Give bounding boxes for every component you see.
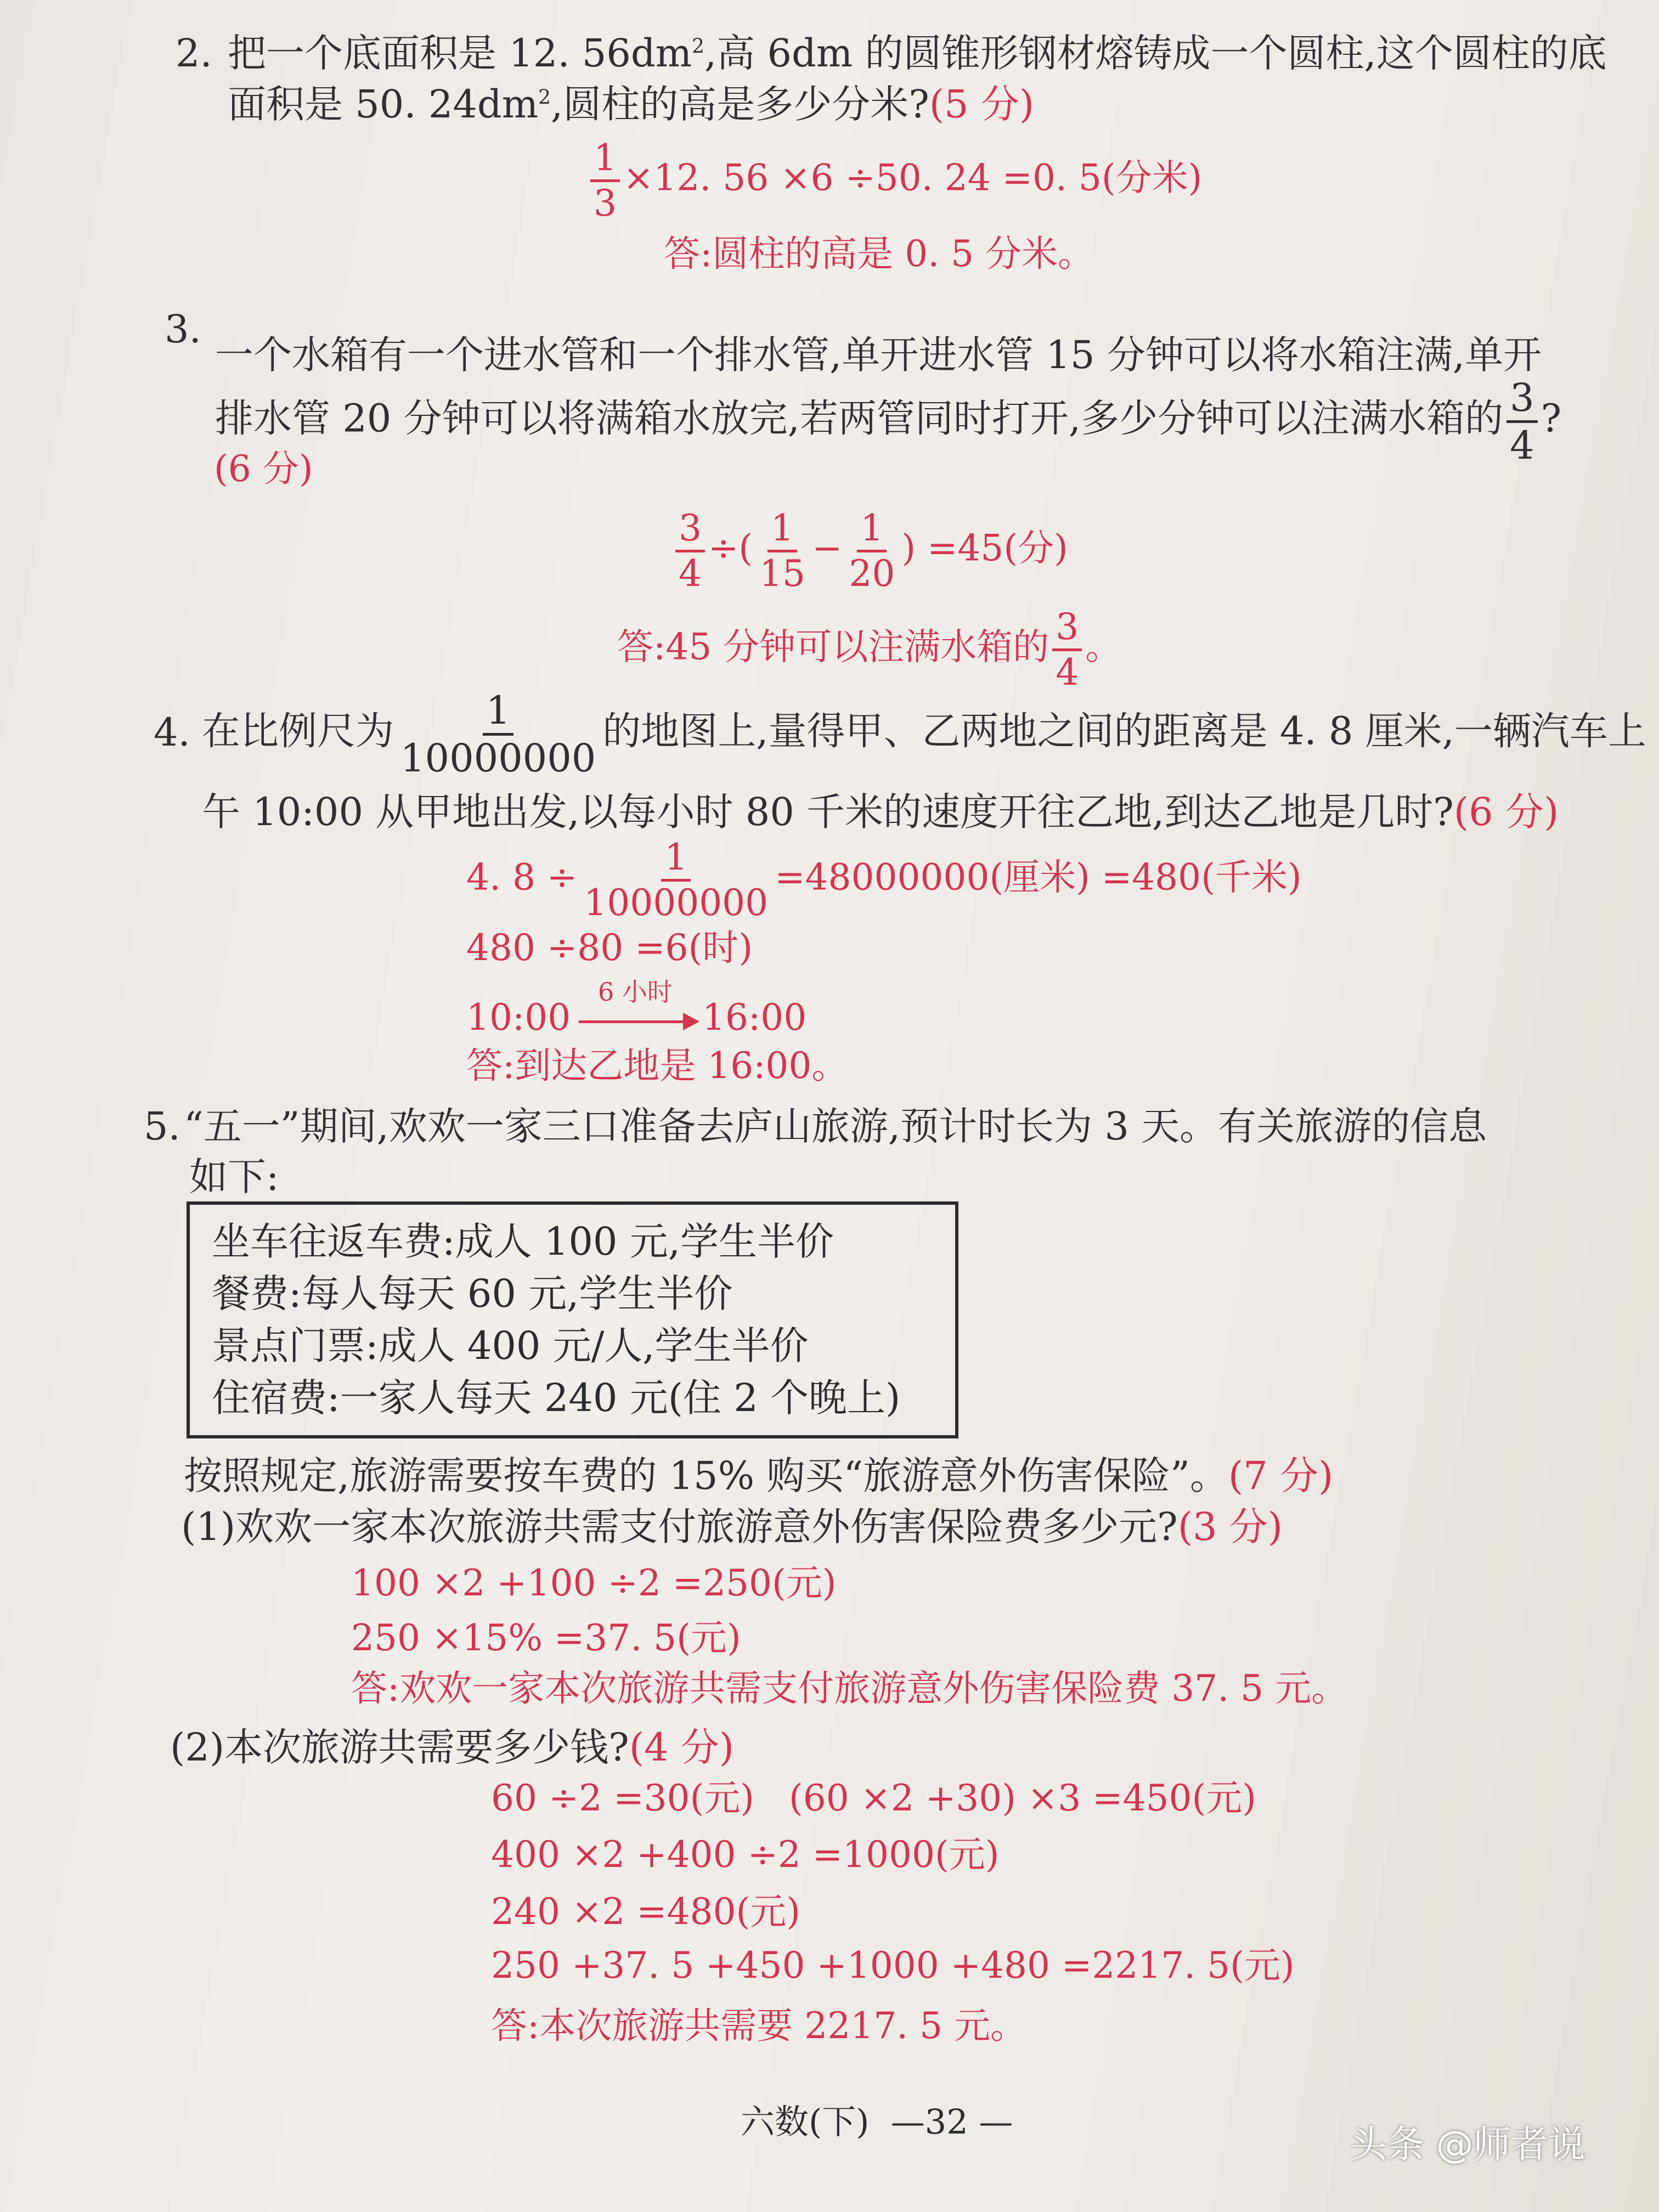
q2-line2: 面积是 50. $24dm^2$,圆柱的高是多少分米?(5 分) [228, 82, 1035, 127]
q5-sub1: (1)欢欢一家本次旅游共需支付旅游意外伤害保险费多少元?(3 分) [181, 1504, 1283, 1549]
q5-sub1-points: (3 分) [1177, 1504, 1283, 1549]
q5-rule-points: (7 分) [1228, 1453, 1334, 1498]
page-footer: 六数(下) —32 — [741, 2102, 1013, 2142]
q4-arrowhead [683, 1013, 699, 1030]
q5-sub2-calc4: 250 +37. 5 +450 +1000 +480 =2217. 5(元) [491, 1944, 1295, 1987]
q5-sub1-calc2: 250 ×15% =37. 5(元) [351, 1617, 741, 1659]
q4-line2: 午 10:00 从甲地出发,以每小时 80 千米的速度开往乙地,到达乙地是几时?(6 分) [202, 789, 1559, 834]
info-meals: 餐费:每人每天 60 元,学生半价 [212, 1271, 733, 1316]
q5-rule: 按照规定,旅游需要按车费的 15% 购买“旅游意外伤害保险”。(7 分) [184, 1453, 1334, 1498]
q4-line1: 在比例尺为 $\frac{1}{10000000}$ 的地图上,量得甲、乙两地之间的距离是 4. 8 厘米,一辆汽车上 [202, 688, 1646, 781]
q3-number: 3. [165, 307, 201, 352]
travel-info-box [187, 1201, 958, 1438]
q4-arrow-label: 6 小时 [598, 977, 673, 1007]
q2-points: (5 分) [929, 82, 1035, 127]
q5-sub2-answer: 答:本次旅游共需要 2217. 5 元。 [491, 2005, 1027, 2047]
q4-calc-distance: 4. 8 ÷ $\frac{1}{10000000}$ =48000000(厘米) =480(千米) [466, 836, 1302, 924]
q5-sub1-calc1: 100 ×2 +100 ÷2 =250(元) [351, 1562, 837, 1604]
q5-sub2-calc1: 60 ÷2 =30(元) (60 ×2 +30) ×3 =450(元) [491, 1777, 1256, 1819]
q3-line1: 一个水箱有一个进水管和一个排水管,单开进水管 15 分钟可以将水箱注满,单开 [215, 332, 1542, 377]
q3-line2: 排水管 20 分钟可以将满箱水放完,若两管同时打开,多少分钟可以注满水箱的 $\frac{3}{4}$ ? [215, 375, 1562, 468]
info-lodging: 住宿费:一家人每天 240 元(住 2 个晚上) [212, 1375, 901, 1420]
q4-points: (6 分) [1453, 789, 1559, 834]
info-fare: 坐车往返车费:成人 100 元,学生半价 [212, 1219, 834, 1264]
q2-line1: 把一个底面积是 12. $56dm^2$,高 6dm 的圆锥形钢材熔铸成一个圆柱,这个圆柱的底 [228, 31, 1607, 76]
q4-answer: 答:到达乙地是 16:00。 [466, 1045, 848, 1087]
q5-sub2-points: (4 分) [629, 1725, 735, 1770]
q5-sub1-answer: 答:欢欢一家本次旅游共需支付旅游意外伤害保险费 37. 5 元。 [351, 1667, 1348, 1709]
q2-calculation: $\frac{1}{3}$ ×12. 56 ×6 ÷50. 24 =0. 5(分米) [587, 140, 1202, 222]
q2-answer: 答:圆柱的高是 0. 5 分米。 [664, 233, 1094, 275]
q4-calc-time: 480 ÷80 =6(时) [466, 927, 753, 969]
q5-number: 5. [144, 1104, 180, 1149]
q3-calculation: $\frac{3}{4}$ ÷( $\frac{1}{15}$ − $\frac{1}{20}$ ) =45(分) [672, 510, 1068, 592]
q4-time-start: 10:00 [466, 996, 571, 1039]
source-watermark: 头条 @师者说 [1350, 2123, 1585, 2166]
q3-points: (6 分) [214, 448, 313, 490]
q2-number: 2. [176, 31, 212, 76]
q5-line1: “五一”期间,欢欢一家三口准备去庐山旅游,预计时长为 3 天。有关旅游的信息 [184, 1104, 1487, 1149]
q5-sub2-calc3: 240 ×2 =480(元) [491, 1891, 800, 1933]
q4-time-end: 16:00 [702, 996, 807, 1039]
info-tickets: 景点门票:成人 400 元/人,学生半价 [212, 1323, 809, 1368]
q5-sub2: (2)本次旅游共需要多少钱?(4 分) [170, 1725, 735, 1770]
q4-number: 4. [154, 710, 190, 755]
q4-arrow-line [579, 1020, 686, 1023]
q5-sub2-calc2: 400 ×2 +400 ÷2 =1000(元) [491, 1833, 1000, 1876]
q3-answer: 答:45 分钟可以注满水箱的 $\frac{3}{4}$ 。 [617, 606, 1122, 693]
q5-line2: 如下: [189, 1154, 279, 1199]
